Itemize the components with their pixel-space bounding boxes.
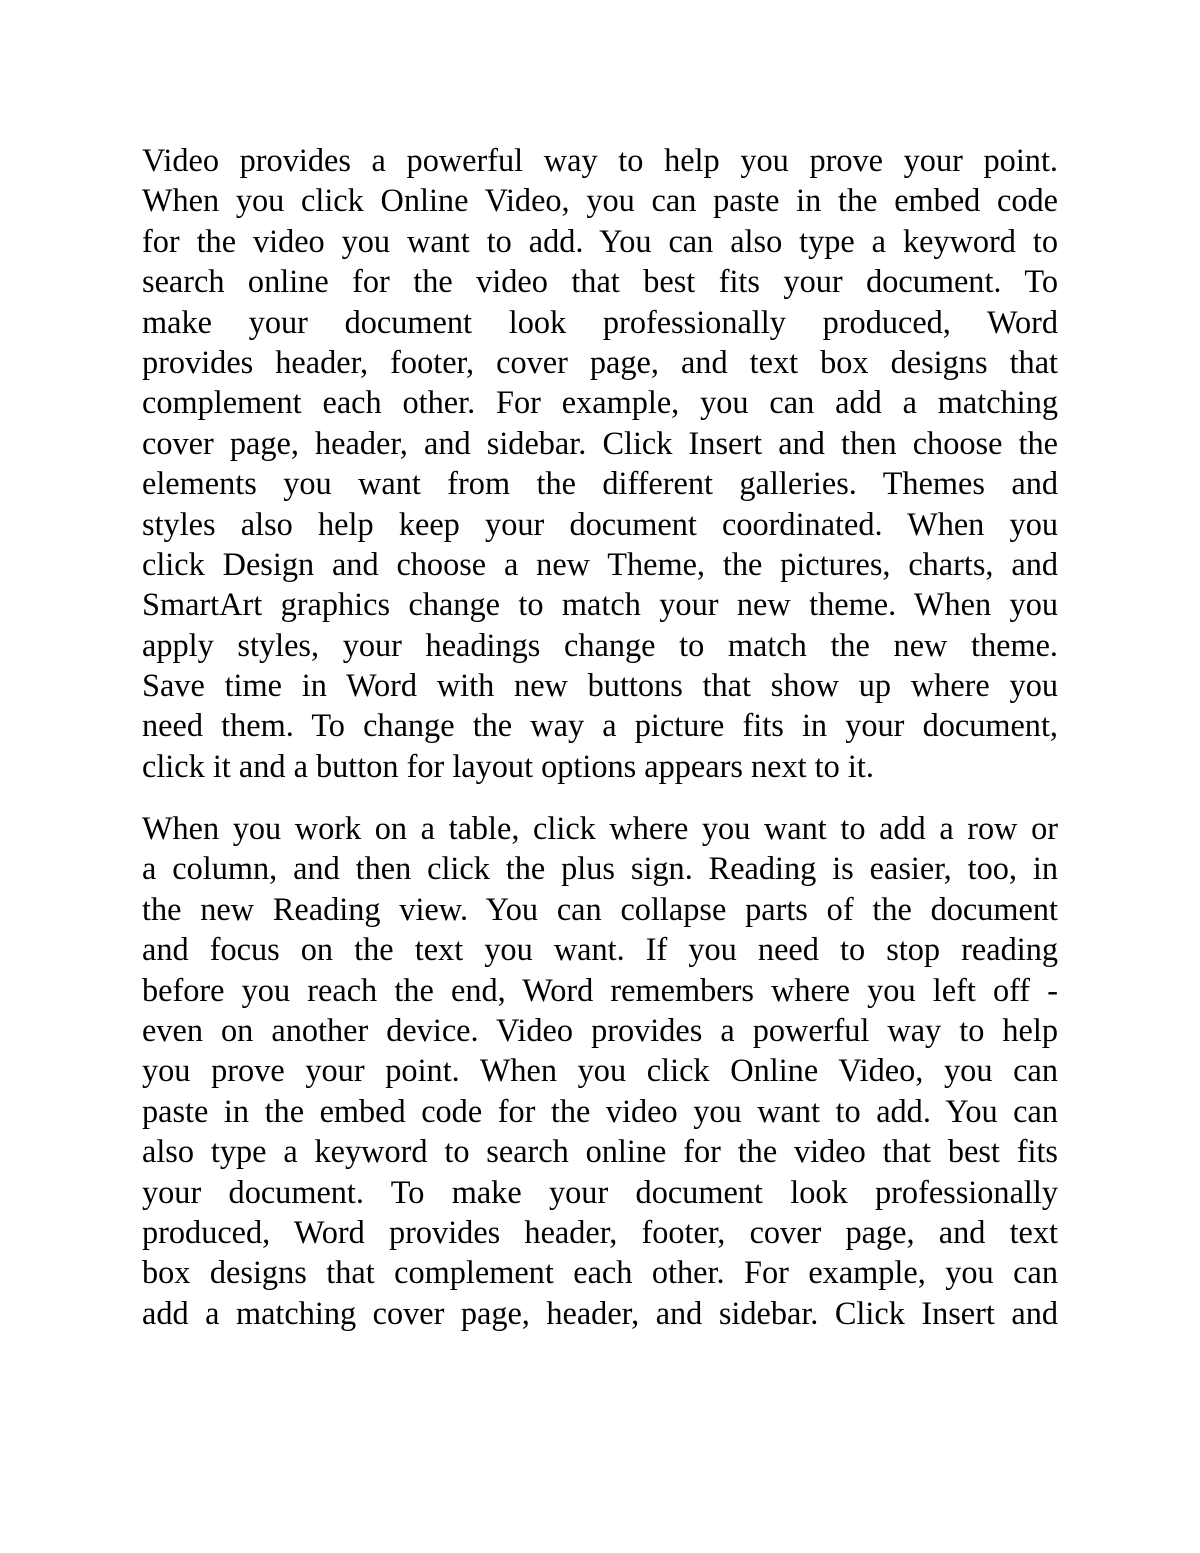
paragraph-line: elements you want from the different galleries. Themes and — [142, 465, 1058, 502]
paragraph-line: Save time in Word with new buttons that show up where you — [142, 667, 1058, 704]
paragraph-line: search online for the video that best fits your document. To — [142, 263, 1058, 300]
paragraph-line: click it and a button for layout options appears next to it. — [142, 747, 874, 784]
paragraph-line: SmartArt graphics change to match your new theme. When you — [142, 586, 1058, 623]
paragraph-line: Video provides a powerful way to help you prove your point. — [142, 142, 1058, 178]
paragraph-line: provides header, footer, cover page, and text box designs that — [142, 343, 1058, 380]
paragraph-line: paste in the embed code for the video you want to add. You can — [142, 1092, 1058, 1129]
paragraph-line: and focus on the text you want. If you need to stop reading — [142, 931, 1058, 968]
paragraph-line: your document. To make your document look professionally — [142, 1173, 1058, 1210]
paragraph-line: click Design and choose a new Theme, the pictures, charts, and — [142, 545, 1058, 582]
paragraph-line: for the video you want to add. You can also type a keyword to — [142, 222, 1058, 259]
paragraph-line: a column, and then click the plus sign. Reading is easier, too, in — [142, 850, 1058, 887]
paragraph-line: make your document look professionally produced, Word — [142, 303, 1058, 340]
paragraph-line: add a matching cover page, header, and sidebar. Click Insert and — [142, 1294, 1058, 1331]
paragraph-line: you prove your point. When you click Online Video, you can — [142, 1052, 1058, 1089]
paragraph-line: When you work on a table, click where you want to add a row or — [142, 810, 1058, 846]
paragraph-line: need them. To change the way a picture fits in your document, — [142, 707, 1058, 744]
paragraph-line: produced, Word provides header, footer, cover page, and text — [142, 1213, 1058, 1250]
paragraph-line: before you reach the end, Word remembers where you left off - — [142, 971, 1058, 1008]
paragraph-line: box designs that complement each other. For example, you can — [142, 1254, 1058, 1291]
paragraph-line: When you click Online Video, you can paste in the embed code — [142, 182, 1058, 219]
paragraph-line: also type a keyword to search online for the video that best fits — [142, 1133, 1058, 1170]
paragraph-line: apply styles, your headings change to match the new theme. — [142, 626, 1058, 663]
paragraph-2 — [142, 808, 1058, 1333]
paragraph-line: complement each other. For example, you can add a matching — [142, 384, 1058, 421]
paragraph-line: even on another device. Video provides a powerful way to help — [142, 1011, 1058, 1048]
paragraph-line: the new Reading view. You can collapse parts of the document — [142, 890, 1058, 927]
paragraph-1 — [142, 140, 1058, 786]
paragraph-line: styles also help keep your document coordinated. When you — [142, 505, 1058, 542]
paragraph-line: cover page, header, and sidebar. Click Insert and then choose the — [142, 424, 1058, 461]
